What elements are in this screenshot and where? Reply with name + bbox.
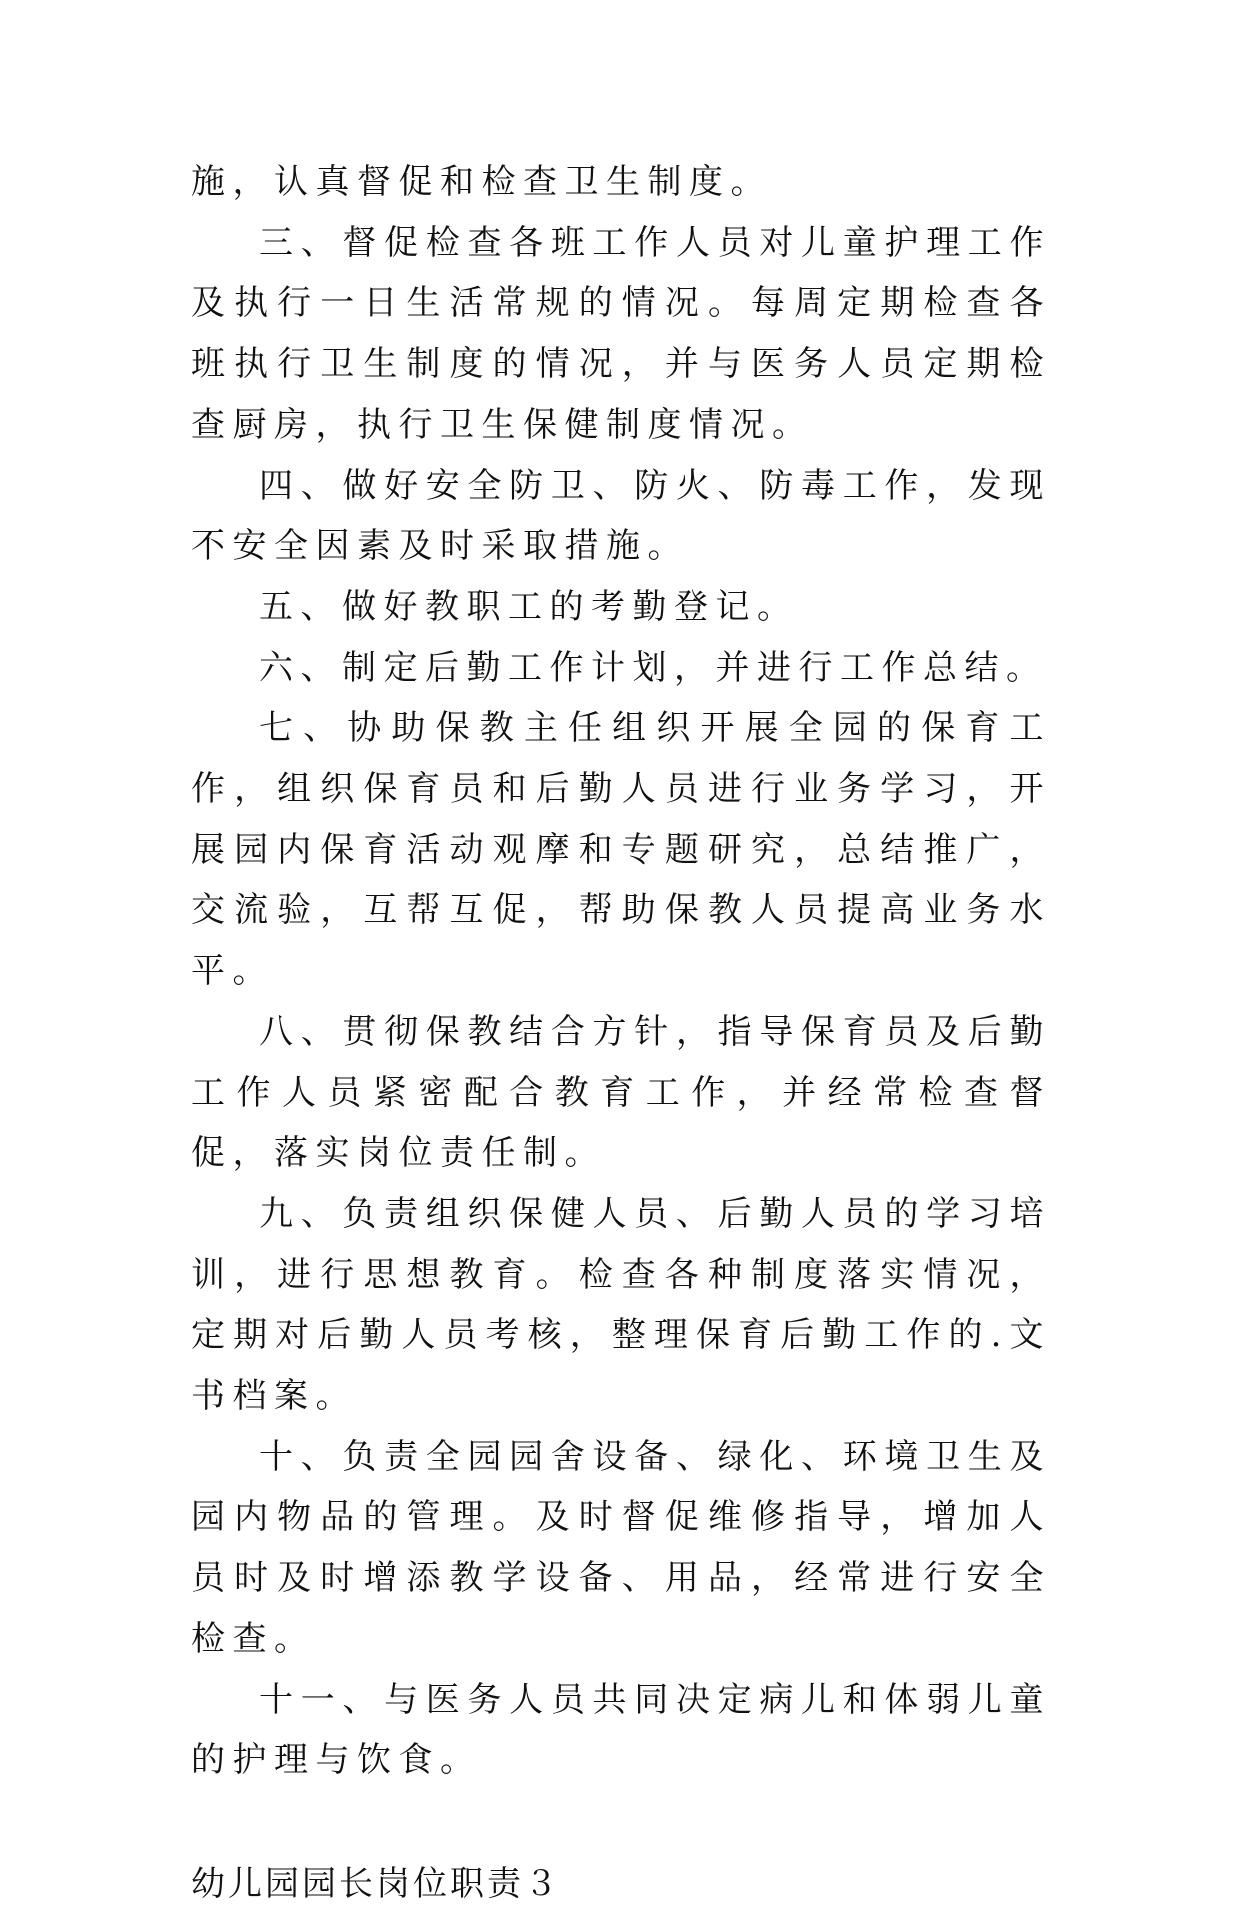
- paragraph-continuation: 施，认真督促和检查卫生制度。: [191, 162, 772, 202]
- paragraph-item-8: 八、贯彻保教结合方针，指导保育员及后勤工作人员紧密配合教育工作，并经常检查督促，落实岗位责任制。: [191, 1011, 1051, 1174]
- paragraph-item-6: 六、制定后勤工作计划，并进行工作总结。: [259, 647, 1048, 688]
- paragraph-item-7: 七、协助保教主任组织开展全园的保育工作，组织保育员和后勤人员进行业务学习，开展园内保育活动观摩和专题研究，总结推广，交流验，互帮互促，帮助保教人员提高业务水平。: [191, 708, 1051, 992]
- paragraph-item-11: 十一、与医务人员共同决定病儿和体弱儿童的护理与饮食。: [191, 1679, 1051, 1781]
- paragraph-item-10: 十、负责全园园舍设备、绿化、环境卫生及园内物品的管理。及时督促维修指导，增加人员时及时增添教学设备、用品，经常进行安全检查。: [191, 1436, 1051, 1659]
- document-body: [191, 152, 1051, 1915]
- paragraph-item-9: 九、负责组织保健人员、后勤人员的学习培训，进行思想教育。检查各种制度落实情况，定期对后勤人员考核，整理保育后勤工作的.文书档案。: [191, 1193, 1051, 1417]
- section-gap: [191, 1791, 1051, 1854]
- paragraph-item-4: 四、做好安全防卫、防火、防毒工作，发现不安全因素及时采取措施。: [191, 465, 1051, 567]
- section-heading: 幼儿园园长岗位职责３: [191, 1863, 561, 1904]
- paragraph-item-3: 三、督促检查各班工作人员对儿童护理工作及执行一日生活常规的情况。每周定期检查各班执行卫生制度的情况，并与医务人员定期检查厨房，执行卫生保健制度情况。: [191, 222, 1051, 445]
- paragraph-item-5: 五、做好教职工的考勤登记。: [259, 586, 799, 627]
